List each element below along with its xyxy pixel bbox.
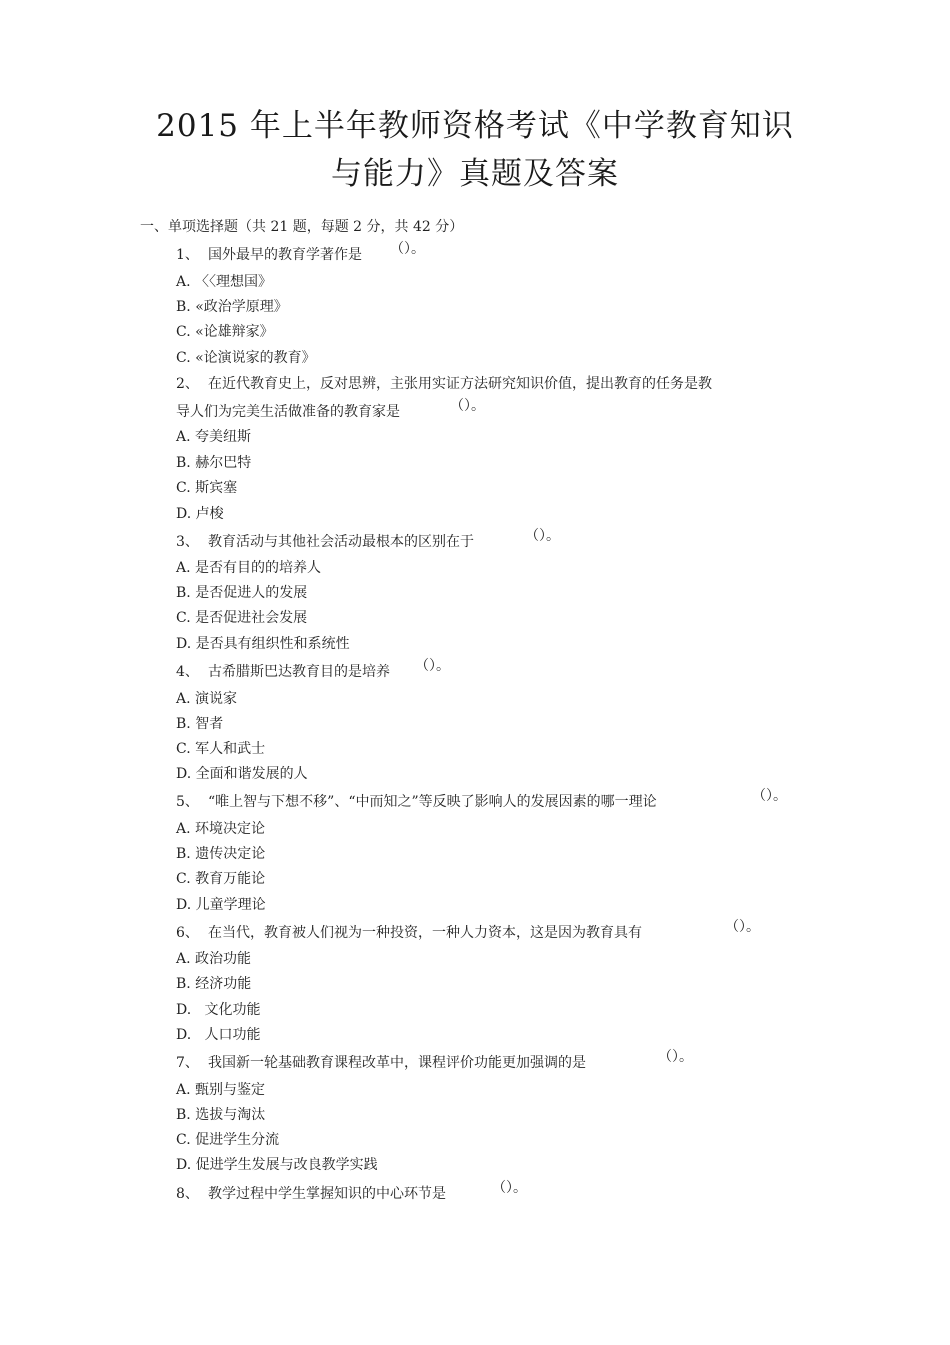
answer-blank: （）。 <box>525 528 560 544</box>
answer-blank: （）。 <box>390 241 425 257</box>
section-heading: 一、单项选择题（共 21 题，每题 2 分，共 42 分） <box>140 219 464 235</box>
question-number: 2、 <box>176 376 199 392</box>
question-text: 在当代，教育被人们视为一种投资，一种人力资本，这是因为教育具有 <box>208 925 642 941</box>
question-number: 4、 <box>176 664 199 680</box>
answer-option: C. 促进学生分流 <box>176 1132 280 1148</box>
answer-option: A. 甄别与鉴定 <box>176 1082 266 1098</box>
answer-option: B. 智者 <box>176 716 224 732</box>
question-text: 古希腊斯巴达教育目的是培养 <box>208 664 390 680</box>
document-title-line-1: 2015 年上半年教师资格考试《中学教育知识 <box>156 108 794 144</box>
answer-option: A. 是否有目的的培养人 <box>176 560 322 576</box>
answer-option: C. «论雄辩家》 <box>176 324 274 340</box>
question-number: 5、 <box>176 794 199 810</box>
question-number: 3、 <box>176 534 199 550</box>
question-number: 8、 <box>176 1186 199 1202</box>
answer-option: D. 全面和谐发展的人 <box>176 766 308 782</box>
question-number: 6、 <box>176 925 199 941</box>
question-text: 国外最早的教育学著作是 <box>208 247 362 263</box>
answer-blank: （）。 <box>415 658 450 674</box>
question-text-continuation: 导人们为完美生活做准备的教育家是 <box>176 404 400 420</box>
answer-option: B. 选拔与淘汰 <box>176 1107 266 1123</box>
answer-blank: （）。 <box>658 1049 693 1065</box>
answer-option: A. 夸美纽斯 <box>176 429 252 445</box>
answer-option: C. 教育万能论 <box>176 871 266 887</box>
answer-option: D. 卢梭 <box>176 506 224 522</box>
document-title-line-2: 与能力》真题及答案 <box>331 156 619 192</box>
answer-option: D. 人口功能 <box>176 1027 261 1043</box>
question-number: 1、 <box>176 247 199 263</box>
question-text: 教学过程中学生掌握知识的中心环节是 <box>208 1186 446 1202</box>
answer-option: B. 遗传决定论 <box>176 846 266 862</box>
answer-option: A. 政治功能 <box>176 951 252 967</box>
answer-option: A. 〈〈理想国》 <box>176 274 273 290</box>
answer-blank: （）。 <box>492 1180 527 1196</box>
answer-option: A. 演说家 <box>176 691 238 707</box>
question-text: 教育活动与其他社会活动最根本的区别在于 <box>208 534 474 550</box>
answer-option: C. «论演说家的教育》 <box>176 350 316 366</box>
question-text: “唯上智与下想不移”、“中而知之”等反映了影响人的发展因素的哪一理论 <box>208 794 657 810</box>
question-text: 在近代教育史上，反对思辨，主张用实证方法研究知识价值，提出教育的任务是教 <box>208 376 712 392</box>
answer-option: C. 军人和武士 <box>176 741 266 757</box>
answer-option: B. 是否促进人的发展 <box>176 585 308 601</box>
answer-option: D. 是否具有组织性和系统性 <box>176 636 350 652</box>
answer-option: B. 经济功能 <box>176 976 252 992</box>
answer-blank: （）。 <box>450 398 485 414</box>
question-text: 我国新一轮基础教育课程改革中，课程评价功能更加强调的是 <box>208 1055 586 1071</box>
question-number: 7、 <box>176 1055 199 1071</box>
answer-blank: （）。 <box>725 919 760 935</box>
answer-option: C. 是否促进社会发展 <box>176 610 308 626</box>
answer-option: B. 赫尔巴特 <box>176 455 252 471</box>
answer-option: D. 儿童学理论 <box>176 897 266 913</box>
answer-option: D. 文化功能 <box>176 1002 261 1018</box>
answer-blank: （）。 <box>752 788 787 804</box>
answer-option: C. 斯宾塞 <box>176 480 238 496</box>
answer-option: A. 环境决定论 <box>176 821 266 837</box>
answer-option: B. «政治学原理》 <box>176 299 288 315</box>
answer-option: D. 促进学生发展与改良教学实践 <box>176 1157 378 1173</box>
